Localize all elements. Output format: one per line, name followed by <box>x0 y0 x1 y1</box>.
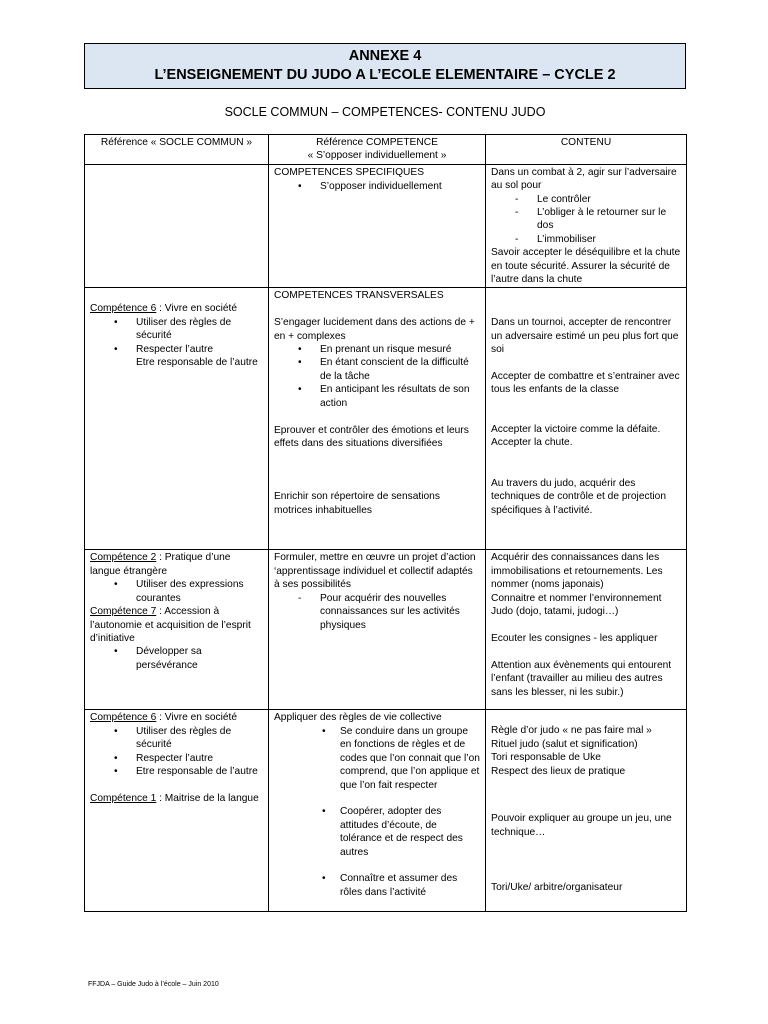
row2-competence-bullet: • En prenant un risque mesuré <box>274 343 480 356</box>
table-row <box>85 550 687 710</box>
col-header-socle-label: Référence « SOCLE COMMUN » <box>100 137 253 148</box>
row2-socle-bullet: • Utiliser des règles de sécurité <box>90 316 263 343</box>
table-header-row <box>85 135 687 165</box>
row4-competence6-text: : Vivre en société <box>156 712 238 724</box>
row1-contenu-dash: - Le contrôler <box>491 193 681 206</box>
row3-competence-cell <box>269 550 486 710</box>
row3-competence2-line <box>90 551 263 578</box>
row3-contenu-paragraph: Acquérir des connaissances dans les immobilisations et retournements. Les nommer (noms japonais) <box>491 552 663 591</box>
row4-competence-bullet: • Connaître et assumer des rôles dans l’activité <box>274 872 480 899</box>
annex-number: ANNEXE 4 <box>348 48 422 64</box>
row2-competence-paragraph: Eprouver et contrôler des émotions et leurs effets dans des situations diversifiées <box>274 424 469 449</box>
row1-competence-bullet: • S’opposer individuellement <box>274 180 480 193</box>
row4-contenu-paragraph: Respect des lieux de pratique <box>491 765 626 777</box>
col-header-competence <box>269 135 486 165</box>
table-row <box>85 164 687 288</box>
row4-competence1-label: Compétence 1 <box>90 792 157 804</box>
col-header-socle <box>85 135 269 165</box>
row3-competence-dash: - Pour acquérir des nouvelles connaissances sur les activités physiques <box>274 592 480 632</box>
row2-contenu-cell <box>486 288 687 550</box>
row3-competence-paragraph: Formuler, mettre en œuvre un projet d’action ‘apprentissage individuel et collectif adaptés à ses possibilités <box>274 552 476 591</box>
row4-competence1-line <box>90 792 263 805</box>
row4-socle-bullet: • Utiliser des règles de sécurité <box>90 725 263 752</box>
row2-competence6-text: : Vivre en société <box>156 303 238 315</box>
row4-competence1-text: : Maitrise de la langue <box>156 792 259 804</box>
row4-competence-bullet: • Se conduire dans un groupe en fonctions de règles et de codes que l’on connait que l’on comprend, que l’on applique et que l’on fait respecter <box>274 725 480 792</box>
col-header-competence-line2: « S’opposer individuellement » <box>307 150 447 162</box>
row3-competence7-text: : Accession à l’autonomie et acquisition de l’esprit d’initiative <box>90 606 251 644</box>
row4-contenu-cell <box>486 710 687 912</box>
row3-socle-cell <box>85 550 269 710</box>
document-title: L’ENSEIGNEMENT DU JUDO A L’ECOLE ELEMENTAIRE – CYCLE 2 <box>154 67 616 83</box>
row2-competence6-line <box>90 302 263 315</box>
document-subtitle: SOCLE COMMUN – COMPETENCES- CONTENU JUDO <box>224 105 546 119</box>
row3-contenu-paragraph: Attention aux évènements qui entourent l’enfant (travailler au milieu des autres sans les blesser, ni les subir.) <box>491 659 672 698</box>
row2-competence6-label: Compétence 6 <box>90 303 157 315</box>
col-header-competence-line1: Référence COMPETENCE <box>316 137 438 148</box>
row1-competence-title: COMPETENCES SPECIFIQUES <box>274 166 425 178</box>
row3-competence7-line <box>90 605 263 645</box>
row4-competence6-line <box>90 711 263 724</box>
row4-competence6-label: Compétence 6 <box>90 712 157 724</box>
row2-contenu-paragraph: Accepter de combattre et s’entrainer avec tous les enfants de la classe <box>491 371 680 396</box>
table-row <box>85 288 687 550</box>
row2-socle-cell <box>85 288 269 550</box>
row2-contenu-paragraph: Dans un tournoi, accepter de rencontrer un adversaire estimé un peu plus fort que soi <box>491 317 679 356</box>
row3-competence2-text: : Pratique d’une langue étrangère <box>90 552 231 577</box>
row2-competence-paragraph: Enrichir son répertoire de sensations motrices inhabituelles <box>274 491 440 516</box>
row4-competence-bullet: • Coopérer, adopter des attitudes d’écoute, de tolérance et de respect des autres <box>274 805 480 859</box>
row4-socle-bullet: • Respecter l’autre <box>90 752 263 765</box>
page-footer: FFJDA – Guide Judo à l’école – Juin 2010 <box>88 981 219 988</box>
row4-contenu-paragraph: Tori responsable de Uke <box>491 752 601 764</box>
annex-title-box <box>84 43 686 89</box>
row2-contenu-paragraph: Au travers du judo, acquérir des techniques de contrôle et de projection spécifiques à l’activité. <box>491 477 667 516</box>
row2-socle-bullet: • Respecter l’autre <box>90 343 263 356</box>
row4-socle-bullet: • Etre responsable de l’autre <box>90 765 263 778</box>
row4-contenu-paragraph: Règle d’or judo « ne pas faire mal » <box>491 725 652 737</box>
col-header-contenu <box>486 135 687 165</box>
row3-socle-bullet: • Utiliser des expressions courantes <box>90 578 263 605</box>
row2-competence-cell <box>269 288 486 550</box>
row3-competence7-label: Compétence 7 <box>90 606 157 618</box>
competence-table <box>84 134 687 912</box>
row2-competence-bullet: • En anticipant les résultats de son action <box>274 383 480 410</box>
row1-competence-cell <box>269 164 486 288</box>
row1-contenu-dash: - L’immobiliser <box>491 233 681 246</box>
row2-competence-bullet: • En étant conscient de la difficulté de la tâche <box>274 356 480 383</box>
row1-contenu-dash: - L’obliger à le retourner sur le dos <box>491 206 681 233</box>
row1-contenu-cell <box>486 164 687 288</box>
row3-contenu-paragraph: Ecouter les consignes - les appliquer <box>491 632 658 644</box>
row4-competence-title: Appliquer des règles de vie collective <box>274 712 442 724</box>
row4-contenu-paragraph: Tori/Uke/ arbitre/organisateur <box>491 881 623 893</box>
row4-socle-cell <box>85 710 269 912</box>
row2-socle-subline: Etre responsable de l’autre <box>136 357 258 369</box>
row1-contenu-intro: Dans un combat à 2, agir sur l’adversaire au sol pour <box>491 166 677 192</box>
table-row <box>85 710 687 912</box>
row4-competence-cell <box>269 710 486 912</box>
row2-contenu-paragraph: Accepter la victoire comme la défaite. Accepter la chute. <box>491 423 661 449</box>
row4-contenu-paragraph: Pouvoir expliquer au groupe un jeu, une technique… <box>491 813 672 838</box>
row3-socle-bullet: • Développer sa persévérance <box>90 645 263 672</box>
row3-contenu-paragraph: Connaitre et nommer l’environnement Judo (dojo, tatami, judogi…) <box>491 592 662 618</box>
row2-competence-title: COMPETENCES TRANSVERSALES <box>274 290 444 302</box>
row3-competence2-label: Compétence 2 <box>90 552 157 564</box>
col-header-contenu-label: CONTENU <box>560 137 612 148</box>
row3-contenu-cell <box>486 550 687 710</box>
row2-competence-paragraph: S’engager lucidement dans des actions de + en + complexes <box>274 317 475 342</box>
row1-socle-cell <box>85 164 269 288</box>
row1-contenu-paragraph: Savoir accepter le déséquilibre et la chute en toute sécurité. Assurer la sécurité de l’autre dans la chute <box>491 247 681 286</box>
row4-contenu-paragraph: Rituel judo (salut et signification) <box>491 738 638 750</box>
